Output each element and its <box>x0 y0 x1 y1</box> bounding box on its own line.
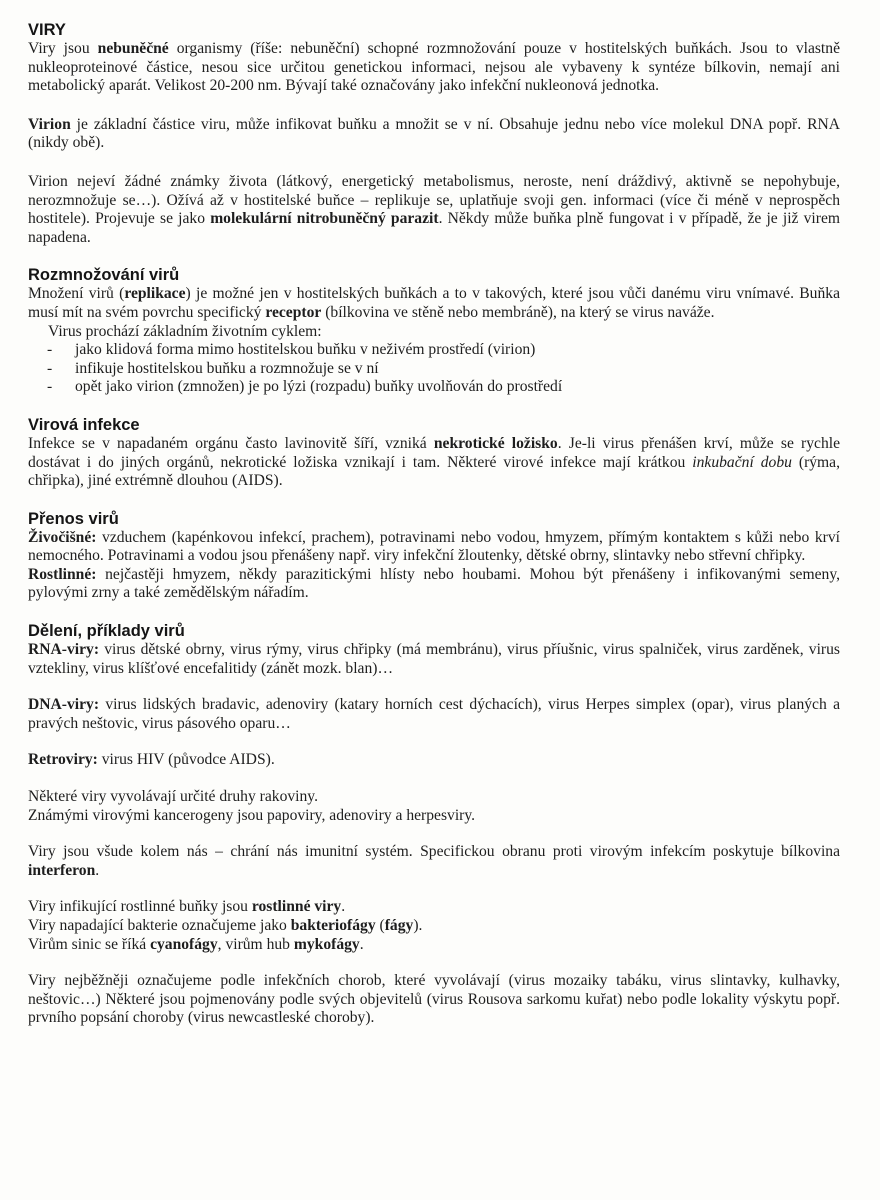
text: vzduchem (kapénkovou infekcí, prachem), potravinami nebo vodou, hmyzem, přímým kontaktem s kůži nebo krví nemocného. Potravinami a vodou jsou přenášeny např. viry infekční žloutenky, dětské obrny, slintavky nebo střevní chřipky. <box>28 528 840 565</box>
heading-infekce: Virová infekce <box>28 415 140 434</box>
paragraph-interferon <box>28 843 840 880</box>
paragraph-rakovina: Některé viry vyvolávají určité druhy rakoviny. <box>28 788 318 806</box>
paragraph-retroviry <box>28 751 840 770</box>
text: nejčastěji hmyzem, někdy parazitickými hlísty nebo houbami. Mohou být přenášeny i infikovanými semeny, pylovými zrny a také zemědělským nářadím. <box>28 565 840 602</box>
text: ) je možné jen v hostitelských buňkách a to v takových, které jsou vůči danému viru vnímavé. Buňka musí mít na svém povrchu specifický <box>28 285 840 321</box>
italic-term: inkubační dobu <box>692 453 792 471</box>
paragraph-infekce <box>28 435 840 491</box>
bold-term: bakteriofágy <box>290 917 376 934</box>
text: virus HIV (původce AIDS). <box>97 751 275 769</box>
text: . <box>341 898 346 916</box>
text: . <box>95 861 100 879</box>
paragraph-zivocisne <box>28 529 840 566</box>
section-deleni <box>28 621 840 1028</box>
paragraph-cycle-intro: Virus prochází základním životním cyklem: <box>48 322 322 340</box>
bold-term: Rostlinné: <box>28 565 97 583</box>
bold-term: nekrotické ložisko <box>433 434 558 452</box>
text: ( <box>375 917 385 934</box>
bold-term: Živočišné: <box>28 528 97 546</box>
paragraph-bakteriofagy <box>28 917 840 936</box>
paragraph-cyanofagy <box>28 936 840 955</box>
bold-term: cyanofágy <box>150 935 218 953</box>
text: Virům sinic se říká <box>28 935 151 953</box>
text: (bílkovina ve stěně nebo membráně), na který se virus naváže. <box>321 303 715 321</box>
list-item: - opět jako virion (zmnožen) je po lýzi (rozpadu) buňky uvolňován do prostředí <box>47 378 840 397</box>
paragraph-virion <box>28 116 840 153</box>
text: . Je-li virus přenášen krví, může se rychle dostávat i do jiných orgánů, nekrotické ložiska vznikají i tam. Některé virové infekce mají krátkou <box>28 434 840 471</box>
bold-term: rostlinné viry <box>251 898 342 916</box>
heading-deleni: Dělení, příklady virů <box>28 622 185 641</box>
paragraph-dna-viry <box>28 696 840 733</box>
bold-term: Virion <box>28 115 71 133</box>
list-item: - jako klidová forma mimo hostitelskou buňku v neživém prostředí (virion) <box>47 341 840 360</box>
paragraph-replikace <box>28 285 840 322</box>
text: virus dětské obrny, virus rýmy, virus chřipky (má membránu), virus příušnic, virus spalniček, virus zarděnek, virus vztekliny, virus klíšťové encefalitidy (zánět mozk. blan)… <box>28 641 840 677</box>
paragraph-rostlinne <box>28 566 840 603</box>
heading-rozmnozovani: Rozmnožování virů <box>28 266 180 285</box>
text: . Někdy může buňka plně fungovat i v případě, že je již virem napadena. <box>28 210 840 246</box>
bold-term: Retroviry: <box>28 751 98 769</box>
bold-term: nebuněčné <box>97 40 169 57</box>
paragraph-kancerogeny: Známými virovými kancerogeny jsou papoviry, adenoviry a herpesviry. <box>28 806 476 824</box>
text: (rýma, chřipka), jiné extrémně dlouhou (AIDS). <box>28 453 841 490</box>
text: , virům hub <box>217 935 294 953</box>
paragraph-rna-viry <box>28 641 840 678</box>
section-viry <box>28 20 840 247</box>
heading-prenos: Přenos virů <box>28 509 119 528</box>
paragraph-rostlinne-viry <box>28 898 840 917</box>
bold-term: molekulární nitrobuněčný parazit <box>210 210 439 228</box>
section-infekce <box>28 415 840 491</box>
bold-term: replikace <box>124 285 186 303</box>
text: Viry napadající bakterie označujeme jako <box>28 917 291 934</box>
text: je základní částice viru, může infikovat buňku a množit se v ní. Obsahuje jednu nebo více molekul DNA popř. RNA (nikdy obě). <box>28 115 840 152</box>
text: Viry infikující rostlinné buňky jsou <box>28 898 252 916</box>
text: Množení virů ( <box>28 285 125 303</box>
bold-term: interferon <box>28 861 96 879</box>
bold-term: mykofágy <box>293 935 360 953</box>
text: organismy (říše: nebuněční) schopné rozmnožování pouze v hostitelských buňkách. Jsou to vlastně nukleoproteinové částice, nesou sice určitou genetickou informaci, nejsou ale vybaveny k syntéze bílkovin, nemají ani metabolický aparát. Velikost 20-200 nm. Bývají také označovány jako infekční nukleonová jednotka. <box>28 40 840 95</box>
paragraph-oznacovani: Viry nejběžněji označujeme podle infekčních chorob, které vyvolávají (virus mozaiky tabáku, virus slintavky, kulhavky, neštovic…) Některé jsou pojmenovány podle svých objevitelů (virus Rousova sarkomu kuřat) nebo podle lokality výskytu popř. prvního popsání choroby (virus newcastleské choroby). <box>28 972 840 1027</box>
section-prenos <box>28 509 840 603</box>
text: Virion nejeví žádné známky života (látkový, energetický metabolismus, neroste, není dráždivý, aktivně se nepohybuje, nerozmnožuje se…). Ožívá až v hostitelské buňce – replikuje se, uplatňuje svoji gen. informaci (více či méně v neprospěch hostitele). Projevuje se jako <box>28 172 840 228</box>
text: Viry jsou <box>28 40 98 57</box>
paragraph-viry-intro <box>28 40 840 96</box>
text: ). <box>413 917 423 934</box>
list-item: - infikuje hostitelskou buňku a rozmnožuje se v ní <box>47 360 840 379</box>
text: Infekce se v napadaném orgánu často lavinovitě šíří, vzniká <box>28 434 434 452</box>
cycle-list <box>28 341 840 397</box>
bold-term: RNA-viry: <box>28 641 100 659</box>
section-rozmnozovani <box>28 265 840 397</box>
text: virus lidských bradavic, adenoviry (katary horních cest dýchacích), virus Herpes simplex (opar), virus planých a pravých neštovic, virus pásového oparu… <box>28 696 840 732</box>
paragraph-virion-life <box>28 173 840 247</box>
text: . <box>359 935 364 953</box>
bold-term: fágy <box>384 917 414 934</box>
bold-term: DNA-viry: <box>28 696 100 714</box>
heading-viry: VIRY <box>28 21 66 39</box>
bold-term: receptor <box>265 303 322 321</box>
text: Viry jsou všude kolem nás – chrání nás imunitní systém. Specifickou obranu proti virovým infekcím poskytuje bílkovina <box>28 843 840 861</box>
